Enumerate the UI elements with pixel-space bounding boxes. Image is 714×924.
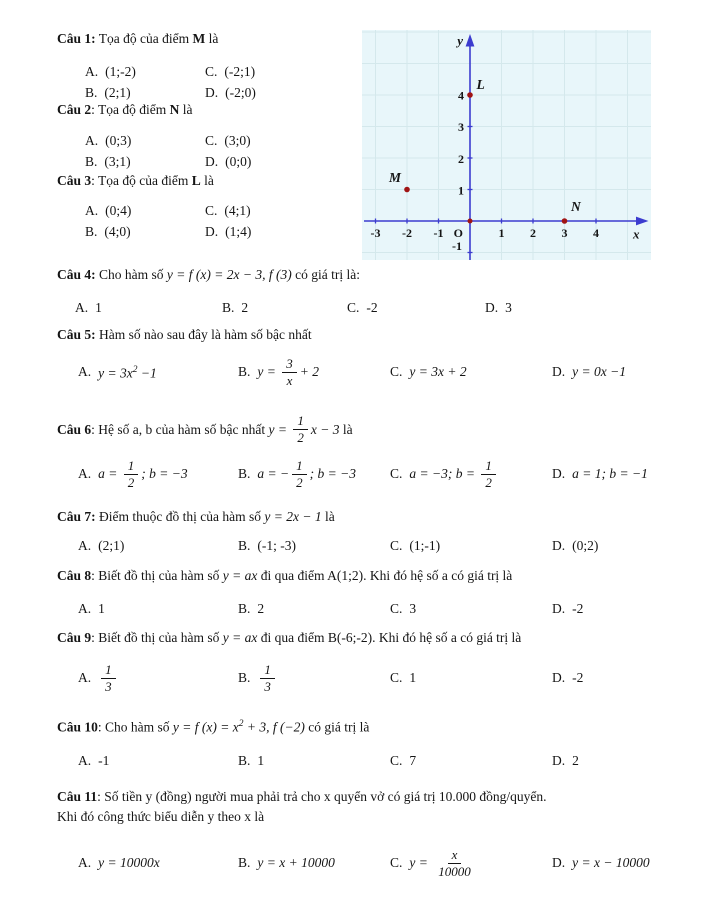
option-q5-A: A. $y = 3x^2 -1$ (78, 364, 157, 381)
fraction: $\frac{1}{3}$ (260, 663, 275, 693)
svg-text:1: 1 (458, 183, 464, 198)
question-1-text-tail: là (205, 31, 219, 46)
option-q7-D: D. (0;2) (552, 538, 599, 553)
option-q7-A: A. (2;1) (78, 538, 125, 553)
svg-text:4: 4 (593, 226, 599, 240)
option-q2-B: B. (3;1) (85, 154, 131, 169)
point-origin (468, 219, 473, 224)
option-q2-A: A. (0;3) (85, 133, 132, 148)
option-q5-B: B. y = $\frac{3}{x}$ + 2 (238, 355, 319, 388)
fraction: $\frac{1}{2}$ (292, 459, 307, 489)
option-q4-C: C. -2 (347, 300, 378, 315)
svg-text:-3: -3 (370, 226, 381, 240)
option-q6-D: D. a = 1; b = −1 (552, 466, 648, 481)
option-q9-B: B. $\frac{1}{3}$ (238, 658, 278, 698)
question-1-point-name: M (192, 31, 206, 46)
fraction: $\frac{1}{2}$ (293, 414, 308, 444)
option-q11-D: D. y = x − 10000 (552, 855, 650, 870)
fraction: $\frac{1}{2}$ (481, 459, 496, 489)
question-6-heading: Câu 6 : Hệ số a, b của hàm số bậc nhất y = $\frac{1}{2}$ x − 3 là (57, 412, 353, 445)
question-11-heading: Câu 11: Số tiền y (đồng) người mua phải trả cho x quyển vở có giá trị 10.000 đồng/quyển. (57, 789, 547, 804)
option-q11-C: C. y = $\frac{x}{10000}$ (390, 842, 478, 884)
point-L-label: L (476, 77, 485, 92)
option-q11-B: B. y = x + 10000 (238, 855, 335, 870)
y-axis-label: y (457, 33, 463, 48)
option-q9-D: D. -2 (552, 670, 584, 685)
option-q6-B: B. a = − $\frac{1}{2}$ ; b = −3 (238, 457, 356, 490)
question-3-heading: Câu 3: Tọa độ của điểm L là (57, 173, 214, 188)
option-q1-B: B. (2;1) (85, 85, 131, 100)
point-N-label: N (571, 199, 581, 214)
option-q4-A: A. 1 (75, 300, 102, 315)
option-q10-C: C. 7 (390, 753, 417, 768)
question-7-heading: Câu 7: Điểm thuộc đồ thị của hàm số y = 2x − 1 là (57, 509, 335, 524)
option-q6-A: A. a = $\frac{1}{2}$ ; b = −3 (78, 457, 188, 490)
point-N (562, 218, 568, 224)
option-q7-C: C. (1;-1) (390, 538, 441, 553)
option-q3-B: B. (4;0) (85, 224, 131, 239)
fraction: $\frac{x}{10000}$ (438, 846, 471, 879)
origin-label: O (453, 226, 463, 240)
question-11-heading-line2: Khi đó công thức biểu diễn y theo x là (57, 809, 265, 824)
question-1-label: Câu 1: (57, 31, 96, 46)
option-q8-A: A. 1 (78, 601, 105, 616)
option-q2-C: C. (3;0) (205, 133, 251, 148)
option-q3-A: A. (0;4) (85, 203, 132, 218)
svg-text:3: 3 (561, 226, 568, 240)
svg-text:1: 1 (498, 226, 505, 240)
question-8-heading: Câu 8: Biết đồ thị của hàm số y = ax đi qua điểm A(1;2). Khi đó hệ số a có giá trị là (57, 568, 513, 583)
svg-text:-2: -2 (402, 226, 412, 240)
option-q10-D: D. 2 (552, 753, 579, 768)
svg-text:-1: -1 (452, 239, 462, 253)
option-q6-C: C. a = −3; b = $\frac{1}{2}$ (390, 454, 499, 494)
option-q5-C: C. y = 3x + 2 (390, 364, 467, 379)
fraction: $\frac{1}{3}$ (101, 663, 116, 693)
option-q8-B: B. 2 (238, 601, 265, 616)
option-q10-B: B. 1 (238, 753, 265, 768)
x-axis-label: x (633, 226, 640, 242)
option-q4-D: D. 3 (485, 300, 512, 315)
option-q3-D: D. (1;4) (205, 224, 252, 239)
point-L (467, 92, 473, 98)
svg-text:2: 2 (458, 152, 464, 166)
svg-text:4: 4 (458, 88, 464, 103)
point-M (404, 187, 410, 193)
option-q1-D: D. (-2;0) (205, 85, 256, 100)
question-1-text: Tọa độ của điểm (95, 31, 193, 46)
option-q11-A: A. y = 10000x (78, 855, 160, 870)
question-4-heading: Câu 4: Cho hàm số y = f (x) = 2x − 3, f (3) có giá trị là: (57, 267, 360, 282)
option-q8-C: C. 3 (390, 601, 417, 616)
svg-text:-1: -1 (433, 226, 444, 240)
point-M-label: M (389, 170, 402, 185)
coordinate-plane (362, 30, 651, 260)
question-5-heading: Câu 5: Hàm số nào sau đây là hàm số bậc nhất (57, 327, 312, 342)
option-q2-D: D. (0;0) (205, 154, 252, 169)
question-10-heading: Câu 10: Cho hàm số y = f $(x) = x^2 + 3$, f (−2) có giá trị là (57, 719, 370, 735)
option-q1-A: A. (1;-2) (85, 64, 136, 79)
fraction: $\frac{3}{x}$ (282, 357, 297, 387)
question-1-heading (57, 30, 218, 47)
option-q7-B: B. (-1; -3) (238, 538, 296, 553)
option-q4-B: B. 2 (222, 300, 249, 315)
option-q10-A: A. -1 (78, 753, 110, 768)
option-q3-C: C. (4;1) (205, 203, 251, 218)
option-q9-A: A. $\frac{1}{3}$ (78, 658, 119, 698)
option-q5-D: D. y = 0x −1 (552, 364, 626, 379)
option-q8-D: D. -2 (552, 601, 584, 616)
fraction: $\frac{1}{2}$ (124, 459, 139, 489)
svg-text:3: 3 (458, 120, 464, 134)
option-q9-C: C. 1 (390, 670, 417, 685)
question-2-heading: Câu 2: Tọa độ điểm N là (57, 102, 193, 117)
option-q1-C: C. (-2;1) (205, 64, 256, 79)
svg-text:2: 2 (530, 226, 536, 240)
question-9-heading: Câu 9: Biết đồ thị của hàm số y = ax đi qua điểm B(-6;-2). Khi đó hệ số a có giá trị là (57, 630, 522, 645)
